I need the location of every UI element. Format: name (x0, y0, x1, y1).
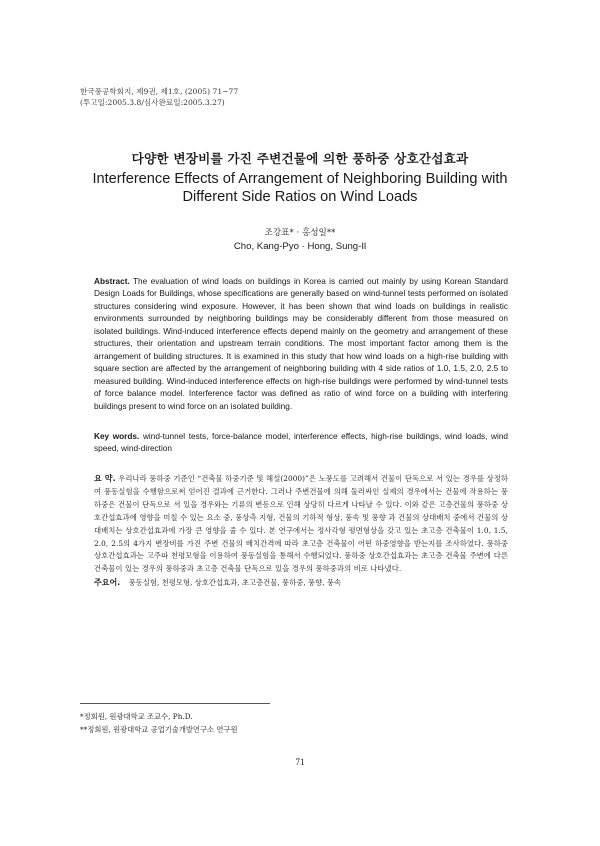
abstract-label: Abstract. (94, 277, 130, 286)
journal-header (80, 86, 238, 108)
korean-title: 다양한 변장비를 가진 주변건물에 의한 풍하중 상호간섭효과 (131, 151, 469, 166)
english-title (0, 170, 600, 206)
abstract-text: The evaluation of wind loads on buildings in Korea is carried out mainly by using Korean Standard Design Loads for Buildings, whose specifications are generally based on wind-tunnel tests performed on isolated structures considering wind exposure. However, it has been shown that wind loads on buildings in realistic environments surrounded by neighboring buildings may be considerably different from those measured on isolated buildings. Wind-induced interference effects depend mainly on the geometry and arrangement of these structures, their orientation and upstream terrain conditions. The most important factor among them is the arrangement of building structures. It is examined in this study that how wind loads on a high-rise building with square section are affected by the arrangement of neighboring building with 4 side ratios of 1.0, 1.5, 2.0, 2.5 to measured building. Wind-induced interference effects on high-rise buildings were performed by wind-tunnel tests of force balance model. Interference factor was defined as ratio of wind force on a building with interfering buildings present to wind force on an isolated building. (94, 277, 508, 411)
footnote-author-1: *정회원, 원광대학교 조교수, Ph.D. (80, 712, 193, 721)
korean-keywords-text: 풍동실험, 천평모형, 상호간섭효과, 초고층건물, 풍하중, 풍향, 풍속 (128, 578, 342, 587)
english-title-line-2: Different Side Ratios on Wind Loads (182, 189, 418, 205)
keywords-label: Key words. (94, 432, 140, 441)
journal-citation: 한국풍공학회지, 제9권, 제1호, (2005) 71~77 (80, 87, 239, 96)
korean-summary-label: 요 약. (94, 474, 116, 483)
footnote-author-2: **정회원, 원광대학교 공업기술개발연구소 연구원 (80, 725, 238, 734)
footnotes (80, 710, 238, 736)
authors-korean: 조강표* · 홍성일** (264, 228, 336, 238)
page-number: 71 (295, 757, 305, 767)
korean-summary-text: 우리나라 풍하중 기준인 “건축물 하중기준 및 해설(2000)”은 노풍도를 고려해서 건물이 단독으로 서 있는 경우를 상정하여 풍동실험을 수행함으로써 얻어진 결과에 근거한다. 그러나 주변건물에 의해 둘러싸인 실제의 경우에서는 건물에 작용하는 풍하중은 건물이 단독으로 서 있을 경우와는 기류의 변동으로 인해 상당히 다르게 나타날 수 있다. 이와 같은 고층건물의 풍하중 상호간섭효과에 영향을 미칠 수 있는 요소 중, 풍상측 지형, 건물의 기하적 형상, 풍속 및 풍향 과 건물의 상대배치 중에서 건물의 상대배치는 상호간섭효과에 가장 큰 영향을 줄 수 있다. 본 연구에서는 정사각형 평면형상을 갖고 있는 초고층 건축물이 1.0, 1.5, 2.0, 2.5의 4가지 변장비를 가진 주변 건물의 배치간격에 따라 초고층 건축물이 어떤 하중영향을 받는지를 조사하였다. 풍하중 상호간섭효과는 고주파 천평모형을 이용하여 풍동실험을 통해서 수행되었다. 풍하중 상호간섭효과는 초고층 건축물 주변에 다른 건축물이 있는 경우의 풍하중과 초고층 건축물 단독으로 있을 경우의 풍하중과의 비로 나타냈다. (94, 474, 508, 574)
keywords (94, 431, 508, 456)
korean-keywords (94, 577, 508, 589)
footnote-divider (80, 703, 270, 704)
authors-english: Cho, Kang-Pyo · Hong, Sung-Il (233, 241, 367, 252)
korean-summary (94, 473, 508, 576)
received-dates: (투고일:2005.3.8/심사완료일:2005.3.27) (80, 98, 225, 107)
korean-keywords-label: 주요어. (94, 578, 121, 587)
keywords-text: wind-tunnel tests, force-balance model, interference effects, high-rise buildings, wind loads, wind speed, wind-direction (94, 432, 509, 454)
english-title-line-1: Interference Effects of Arrangement of Neighboring Building with (92, 171, 508, 187)
abstract (94, 276, 508, 413)
